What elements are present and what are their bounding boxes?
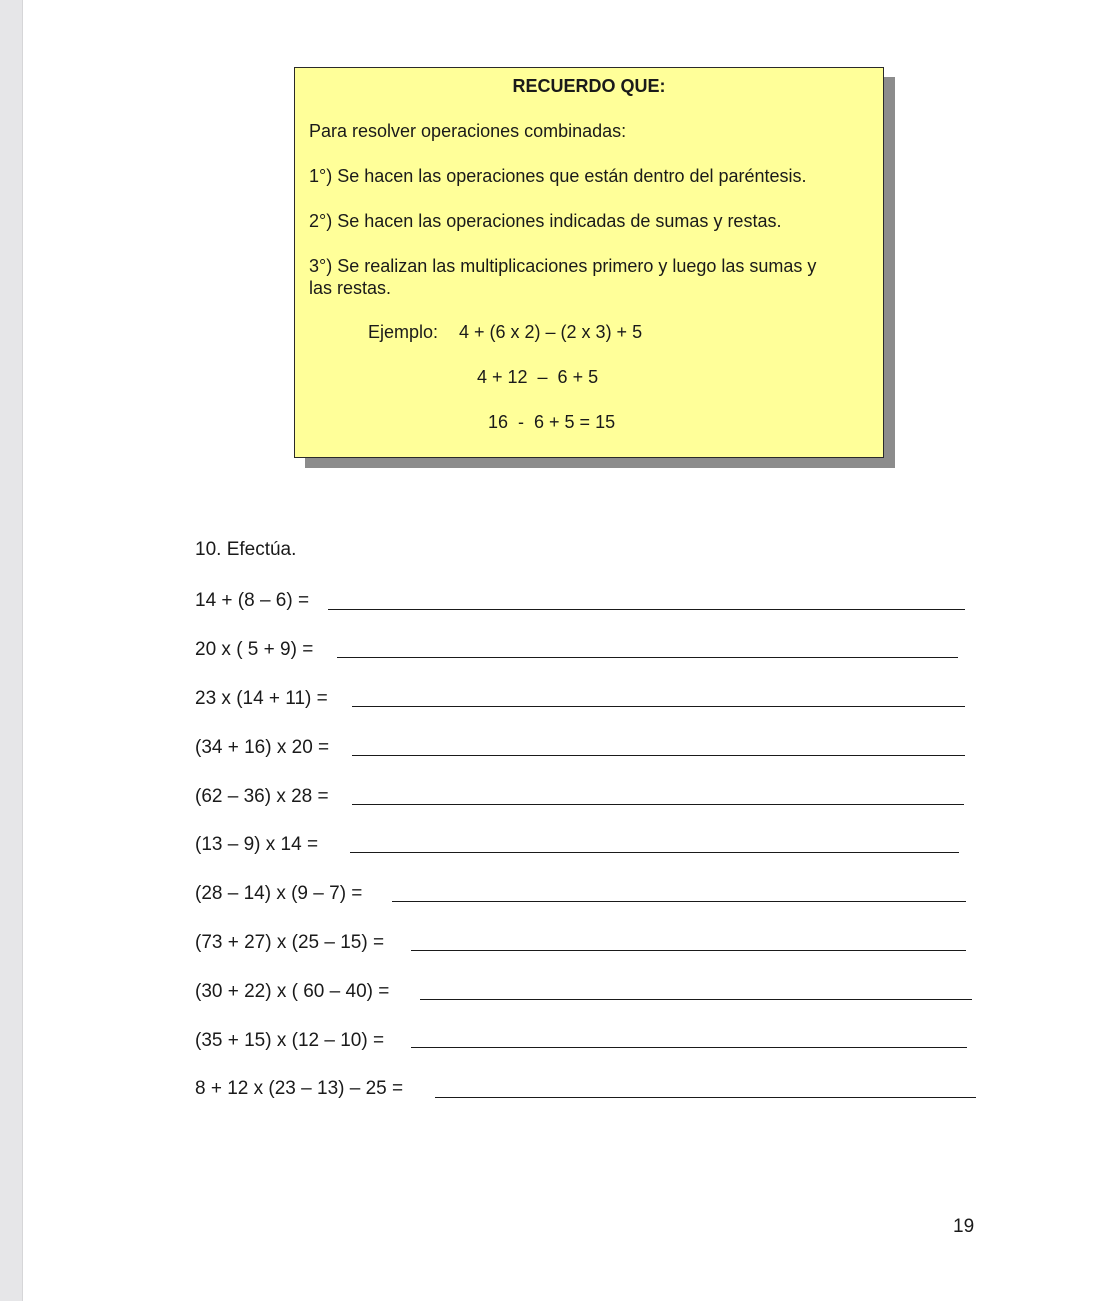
answer-line-11[interactable]: [435, 1097, 976, 1098]
exercise-9: (30 + 22) x ( 60 – 40) =: [195, 981, 390, 1002]
example-expression: 4 + (6 x 2) – (2 x 3) + 5: [459, 322, 643, 342]
example-step-1: 4 + 12 – 6 + 5: [477, 367, 599, 387]
document-page: [23, 0, 1096, 1301]
reminder-box: [294, 67, 884, 458]
answer-line-10[interactable]: [411, 1047, 967, 1048]
reminder-title: RECUERDO QUE:: [512, 76, 666, 96]
example-step-2: 16 - 6 + 5 = 15: [488, 412, 616, 432]
exercise-3: 23 x (14 + 11) =: [195, 688, 328, 709]
answer-line-1[interactable]: [328, 609, 965, 610]
exercise-8: (73 + 27) x (25 – 15) =: [195, 932, 385, 953]
answer-line-2[interactable]: [337, 657, 958, 658]
page-number: 19: [953, 1216, 975, 1237]
answer-line-4[interactable]: [352, 755, 965, 756]
answer-line-6[interactable]: [350, 852, 959, 853]
answer-line-7[interactable]: [392, 901, 966, 902]
example-label: Ejemplo:: [368, 322, 439, 342]
reminder-rule-3-line-1: 3°) Se realizan las multiplicaciones primero y luego las sumas y: [309, 256, 817, 276]
exercise-10: (35 + 15) x (12 – 10) =: [195, 1030, 385, 1051]
reminder-rule-1: 1°) Se hacen las operaciones que están dentro del paréntesis.: [309, 166, 807, 186]
exercise-7: (28 – 14) x (9 – 7) =: [195, 883, 363, 904]
reminder-intro: Para resolver operaciones combinadas:: [309, 121, 627, 141]
answer-line-9[interactable]: [420, 999, 972, 1000]
answer-line-8[interactable]: [411, 950, 966, 951]
answer-line-3[interactable]: [352, 706, 965, 707]
viewer-left-margin: [0, 0, 23, 1301]
reminder-rule-3-line-2: las restas.: [309, 278, 392, 298]
exercise-2: 20 x ( 5 + 9) =: [195, 639, 314, 660]
answer-line-5[interactable]: [352, 804, 964, 805]
reminder-rule-2: 2°) Se hacen las operaciones indicadas de sumas y restas.: [309, 211, 782, 231]
exercise-5: (62 – 36) x 28 =: [195, 786, 329, 807]
exercise-4: (34 + 16) x 20 =: [195, 737, 330, 758]
exercise-section-title: 10. Efectúa.: [195, 539, 297, 560]
exercise-11: 8 + 12 x (23 – 13) – 25 =: [195, 1078, 404, 1099]
exercise-1: 14 + (8 – 6) =: [195, 590, 310, 611]
exercise-6: (13 – 9) x 14 =: [195, 834, 319, 855]
